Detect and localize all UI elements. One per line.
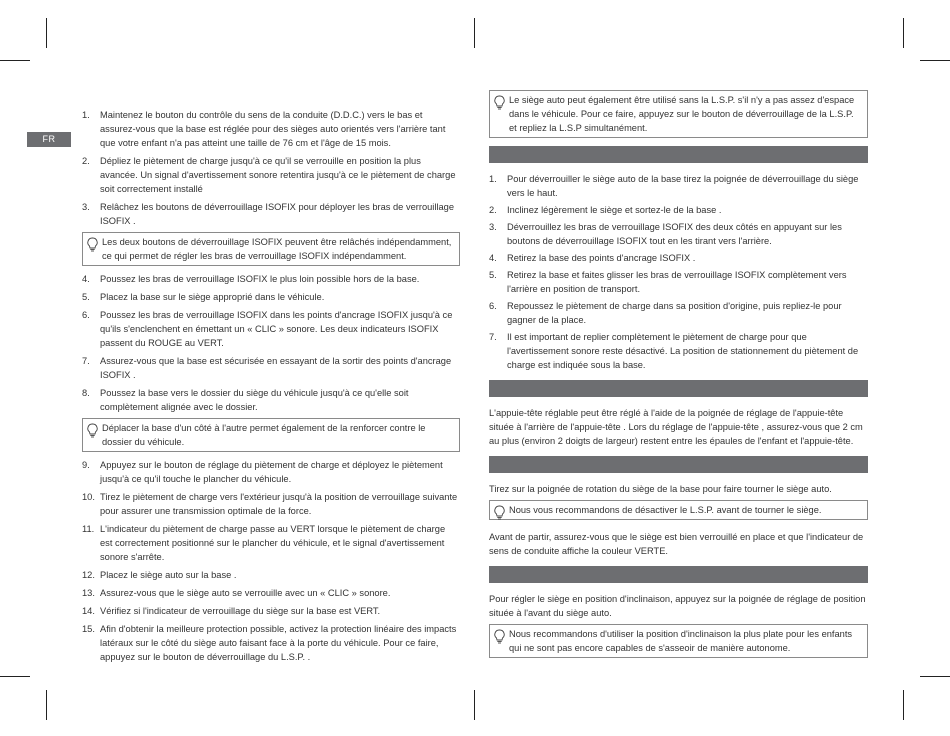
lightbulb-icon bbox=[493, 629, 506, 644]
paragraph-recline: Pour régler le siège en position d'inclinaison, appuyez sur la poignée de réglage de position située à l'avant du siège auto. bbox=[489, 594, 866, 618]
lightbulb-icon bbox=[493, 505, 506, 520]
note-box bbox=[82, 232, 460, 266]
crop-mark bbox=[46, 690, 47, 720]
crop-mark bbox=[474, 690, 475, 720]
list-item: 7. Assurez-vous que la base est sécurisée en essayant de la sortir des points d'ancrage ISOFIX . bbox=[82, 356, 452, 380]
note-box bbox=[82, 418, 460, 452]
section-header-bar bbox=[489, 566, 868, 583]
lightbulb-icon bbox=[86, 237, 99, 252]
list-item: 15. Afin d'obtenir la meilleure protection possible, activez la protection linéaire des impacts latéraux sur le côté du siège auto faisant face à la porte du véhicule. Pour ce faire, appuyez sur le bouton de déverrouillage du L.S.P. . bbox=[82, 624, 457, 662]
list-item: 4. Retirez la base des points d'ancrage ISOFIX . bbox=[489, 253, 696, 263]
crop-mark bbox=[920, 60, 950, 61]
note-box bbox=[489, 624, 868, 658]
language-tab: FR bbox=[27, 132, 71, 147]
list-item: 2. Dépliez le piètement de charge jusqu'à ce qu'il se verrouille en position la plus avancée. Un signal d'avertissement sonore retentira jusqu'à ce le piètement de charge soit correctement installé bbox=[82, 156, 456, 194]
list-item: 1. Maintenez le bouton du contrôle du sens de la conduite (D.D.C.) vers le bas et assurez-vous que la base est réglée pour des sièges auto orientés vers l'arrière tant que votre enfant n'a pas atteint une taille de 76 cm et l'âge de 15 mois. bbox=[82, 110, 446, 148]
left-column bbox=[82, 108, 460, 668]
crop-mark bbox=[920, 676, 950, 677]
crop-mark bbox=[903, 690, 904, 720]
note-text: Nous recommandons d'utiliser la position d'inclinaison la plus plate pour les enfants qui ne sont pas encore capables de s'asseoir de manière autonome. bbox=[509, 629, 853, 653]
install-steps-b bbox=[82, 272, 460, 414]
crop-mark bbox=[903, 18, 904, 48]
paragraph-check: Avant de partir, assurez-vous que le siège est bien verrouillé en place et que l'indicateur de sens de conduite affiche la couleur VERTE. bbox=[489, 532, 864, 556]
list-item: 8. Poussez la base vers le dossier du siège du véhicule jusqu'à ce qu'elle soit complètement alignée avec le dossier. bbox=[82, 388, 409, 412]
list-item: 6. Repoussez le piètement de charge dans sa position d'origine, puis repliez-le pour gagner de la place. bbox=[489, 301, 842, 325]
section-header-bar bbox=[489, 146, 868, 163]
list-item: 14. Vérifiez si l'indicateur de verrouillage du siège sur la base est VERT. bbox=[82, 606, 381, 616]
note-box bbox=[489, 500, 868, 520]
note-text: Déplacer la base d'un côté à l'autre permet également de la renforcer contre le dossier du véhicule. bbox=[102, 423, 426, 447]
install-steps-c bbox=[82, 458, 460, 664]
install-steps-a bbox=[82, 108, 460, 228]
crop-mark bbox=[0, 676, 30, 677]
crop-mark bbox=[46, 18, 47, 48]
right-column bbox=[489, 90, 868, 664]
section-header-bar bbox=[489, 456, 868, 473]
crop-mark bbox=[474, 18, 475, 48]
list-item: 4. Poussez les bras de verrouillage ISOFIX le plus loin possible hors de la base. bbox=[82, 274, 420, 284]
list-item: 3. Déverrouillez les bras de verrouillage ISOFIX des deux côtés en appuyant sur les boutons de déverrouillage ISOFIX tout en les tirant vers l'arrière. bbox=[489, 222, 842, 246]
paragraph-rotate: Tirez sur la poignée de rotation du siège de la base pour faire tourner le siège auto. bbox=[489, 484, 832, 494]
section-header-bar bbox=[489, 380, 868, 397]
crop-mark bbox=[0, 60, 30, 61]
note-text: Le siège auto peut également être utilisé sans la L.S.P. s'il n'y a pas assez d'espace dans le véhicule. Pour ce faire, appuyez sur le bouton de déverrouillage de la L.S.P. et repliez la L.S.P simultanément. bbox=[509, 95, 855, 133]
list-item: 13. Assurez-vous que le siège auto se verrouille avec un « CLIC » sonore. bbox=[82, 588, 391, 598]
list-item: 1. Pour déverrouiller le siège auto de la base tirez la poignée de déverrouillage du siège vers le haut. bbox=[489, 174, 859, 198]
note-box bbox=[489, 90, 868, 138]
list-item: 5. Placez la base sur le siège approprié dans le véhicule. bbox=[82, 292, 325, 302]
list-item: 6. Poussez les bras de verrouillage ISOFIX dans les points d'ancrage ISOFIX jusqu'à ce qu'ils s'enclenchent en émettant un « CLIC » sonore. Les deux indicateurs ISOFIX passent du ROUGE au VERT. bbox=[82, 310, 453, 348]
list-item: 5. Retirez la base et faites glisser les bras de verrouillage ISOFIX complètement vers l'arrière en position de transport. bbox=[489, 270, 847, 294]
list-item: 9. Appuyez sur le bouton de réglage du piètement de charge et déployez le piètement jusqu'à ce qu'il touche le plancher du véhicule. bbox=[82, 460, 443, 484]
note-text: Nous vous recommandons de désactiver le L.S.P. avant de tourner le siège. bbox=[509, 505, 822, 515]
list-item: 3. Relâchez les boutons de déverrouillage ISOFIX pour déployer les bras de verrouillage ISOFIX . bbox=[82, 202, 454, 226]
list-item: 2. Inclinez légèrement le siège et sortez-le de la base . bbox=[489, 205, 722, 215]
paragraph-headrest: L'appuie-tête réglable peut être réglé à l'aide de la poignée de réglage de l'appuie-tête située à l'arrière de l'appuie-tête . Lors du réglage de l'appuie-tête , assurez-vous que 2 cm au plus (environ 2 doigts de largeur) restent entre les épaules de l'enfant et l'appuie-tête. bbox=[489, 408, 863, 446]
list-item: 7. Il est important de replier complètement le piètement de charge pour que l'avertissement sonore reste désactivé. La position de stationnement du piètement de charge est indiquée sous la base. bbox=[489, 332, 859, 370]
note-text: Les deux boutons de déverrouillage ISOFIX peuvent être relâchés indépendamment, ce qui permet de régler les bras de verrouillage ISOFIX indépendamment. bbox=[102, 237, 452, 261]
removal-steps bbox=[489, 172, 868, 372]
list-item: 10. Tirez le piètement de charge vers l'extérieur jusqu'à la position de verrouillage suivante pour assurer une transmission optimale de la force. bbox=[82, 492, 458, 516]
list-item: 11. L'indicateur du piètement de charge passe au VERT lorsque le piètement de charge est correctement positionné sur le plancher du véhicule, et le signal d'avertissement sonore s'arrête. bbox=[82, 524, 446, 562]
lightbulb-icon bbox=[86, 423, 99, 438]
lightbulb-icon bbox=[493, 95, 506, 110]
list-item: 12. Placez le siège auto sur la base . bbox=[82, 570, 237, 580]
